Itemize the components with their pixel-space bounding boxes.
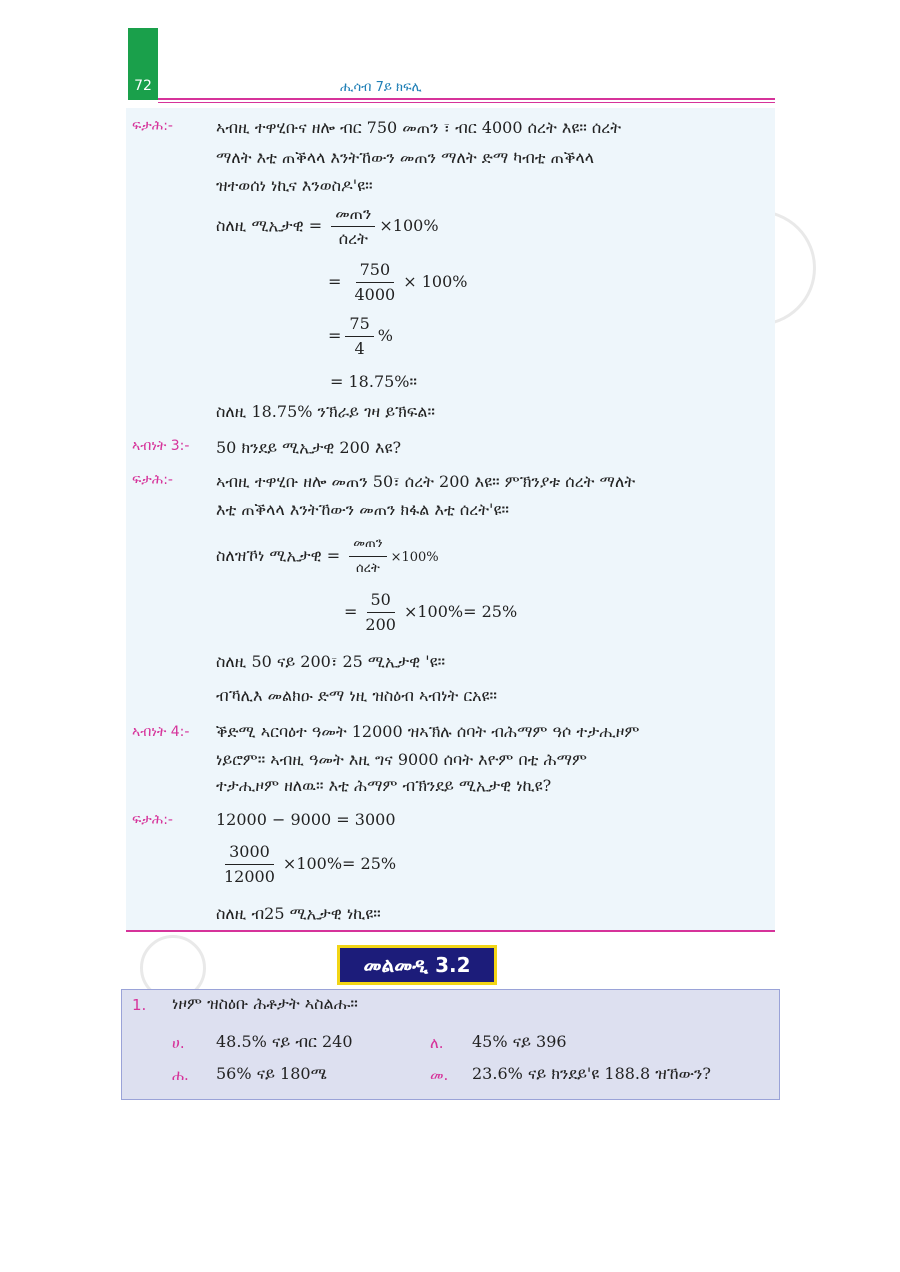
- equation-prefix: =: [344, 602, 358, 621]
- example-text: 50 ክንደይ ሚኢታዊ 200 እዩ?: [216, 438, 402, 457]
- equation-lhs: ስለዝኾነ ሚኢታዊ =: [216, 546, 341, 565]
- item-text: 56% ናይ 180ሜ: [216, 1064, 327, 1083]
- example-line: ተታሒዞም ዘለዉ። እቲ ሕማም ብኽንደይ ሚኢታዊ ነኪዩ?: [216, 776, 552, 795]
- equation-prefix: =: [328, 326, 342, 345]
- header-title: ሒሳብ 7ይ ክፍሊ: [340, 80, 422, 95]
- denominator: 200: [365, 615, 396, 634]
- denominator: 4000: [354, 285, 396, 304]
- denominator: ሰረት: [356, 561, 380, 576]
- item-label: መ.: [430, 1066, 449, 1084]
- numerator: መጠን: [331, 204, 375, 227]
- example-line: ነይሮም። ኣብዚ ዓመት እዚ ግና 9000 ሰባት እዮም በቲ ሕማም: [216, 750, 587, 769]
- denominator: 4: [354, 339, 365, 358]
- solution-label: ፍታሕ:-: [132, 472, 173, 488]
- equation-lhs: ስለዚ ሚኢታዊ =: [216, 216, 323, 235]
- solution-label: ፍታሕ:-: [132, 812, 173, 828]
- equation-suffix: ×100%: [379, 216, 439, 235]
- panel-bottom-rule: [126, 930, 775, 932]
- item-text: 45% ናይ 396: [472, 1032, 567, 1051]
- fraction: [349, 534, 386, 579]
- conclusion: ስለዚ ብ25 ሚኢታዊ ነኪዩ።: [216, 904, 381, 923]
- solution-line: ኣብዚ ተዋሂቡ ዘሎ መጠን 50፣ ሰረት 200 እዩ። ምኽንያቱ ሰረት ማለት: [216, 472, 636, 491]
- equation-row: [216, 534, 439, 579]
- equation-subtraction: 12000 − 9000 = 3000: [216, 810, 396, 829]
- fraction: [220, 842, 279, 887]
- item-text: 23.6% ናይ ክንደይ'ዩ 188.8 ዝኸውን?: [472, 1064, 711, 1083]
- example-label: ኣብነት 4:-: [132, 724, 190, 740]
- equation-row: [344, 590, 517, 635]
- denominator: 12000: [224, 867, 275, 886]
- solution-line: ዝተወሰነ ነኪና እንወስዶ'ዩ።: [216, 176, 373, 195]
- numerator: 75: [345, 314, 373, 337]
- header-rule-thin: [158, 102, 775, 103]
- question-number: 1.: [132, 996, 147, 1014]
- solution-label: ፍታሕ:-: [132, 118, 173, 134]
- exercise-title-box: [337, 945, 497, 985]
- denominator: ሰረት: [338, 229, 368, 248]
- item-label: ለ.: [430, 1034, 444, 1052]
- equation-prefix: =: [328, 272, 342, 291]
- item-label: ሐ.: [172, 1066, 189, 1084]
- numerator: 3000: [225, 842, 274, 865]
- equation-suffix: ×100%= 25%: [282, 854, 397, 873]
- equation-suffix: × 100%: [403, 272, 468, 291]
- note: ብኻሊእ መልክዑ ድማ ነዚ ዝስዕብ ኣብነት ርአዩ።: [216, 686, 498, 705]
- conclusion: ስለዚ 50 ናይ 200፣ 25 ሚኢታዊ 'ዩ።: [216, 652, 446, 671]
- fraction: [361, 590, 400, 635]
- equation-result: = 18.75%።: [330, 372, 417, 391]
- question-text: ነዞም ዝስዕቡ ሕቶታት ኣስልሑ።: [172, 994, 358, 1013]
- fraction: [331, 204, 375, 249]
- fraction: [351, 260, 400, 305]
- solution-line: ማለት እቲ ጠቕላላ እንትኸውን መጠን ማለት ድማ ካብቲ ጠቕላላ: [216, 148, 595, 167]
- equation-row: [216, 842, 396, 887]
- fraction: [345, 314, 373, 359]
- numerator: መጠን: [349, 534, 386, 557]
- equation-row: [328, 260, 467, 305]
- numerator: 50: [367, 590, 395, 613]
- numerator: 750: [356, 260, 395, 283]
- example-label: ኣብነት 3:-: [132, 438, 190, 454]
- equation-suffix: ×100%: [390, 550, 439, 565]
- exercise-title: መልመዲ 3.2: [363, 953, 471, 977]
- equation-row: [328, 314, 393, 359]
- header-rule: [158, 98, 775, 100]
- page-number: 72: [134, 78, 152, 94]
- conclusion: ስለዚ 18.75% ንኽራይ ገዛ ይኽፍል።: [216, 402, 435, 421]
- solution-line: እቲ ጠቕላላ እንትኸውን መጠን ክፋል እቲ ሰረት'ዩ።: [216, 500, 509, 519]
- solution-line: ኣብዚ ተዋሂቡና ዘሎ ብር 750 መጠን ፣ ብር 4000 ሰረት እዩ። ሰረት: [216, 118, 622, 137]
- equation-row: [216, 204, 439, 249]
- item-text: 48.5% ናይ ብር 240: [216, 1032, 353, 1051]
- item-label: ሀ.: [172, 1034, 185, 1052]
- equation-suffix: ×100%= 25%: [403, 602, 518, 621]
- example-line: ቕድሚ ኣርባዕተ ዓመት 12000 ዝኣኽሉ ሰባት ብሕማም ዓሶ ተታሒዞም: [216, 722, 640, 741]
- equation-suffix: %: [377, 326, 393, 345]
